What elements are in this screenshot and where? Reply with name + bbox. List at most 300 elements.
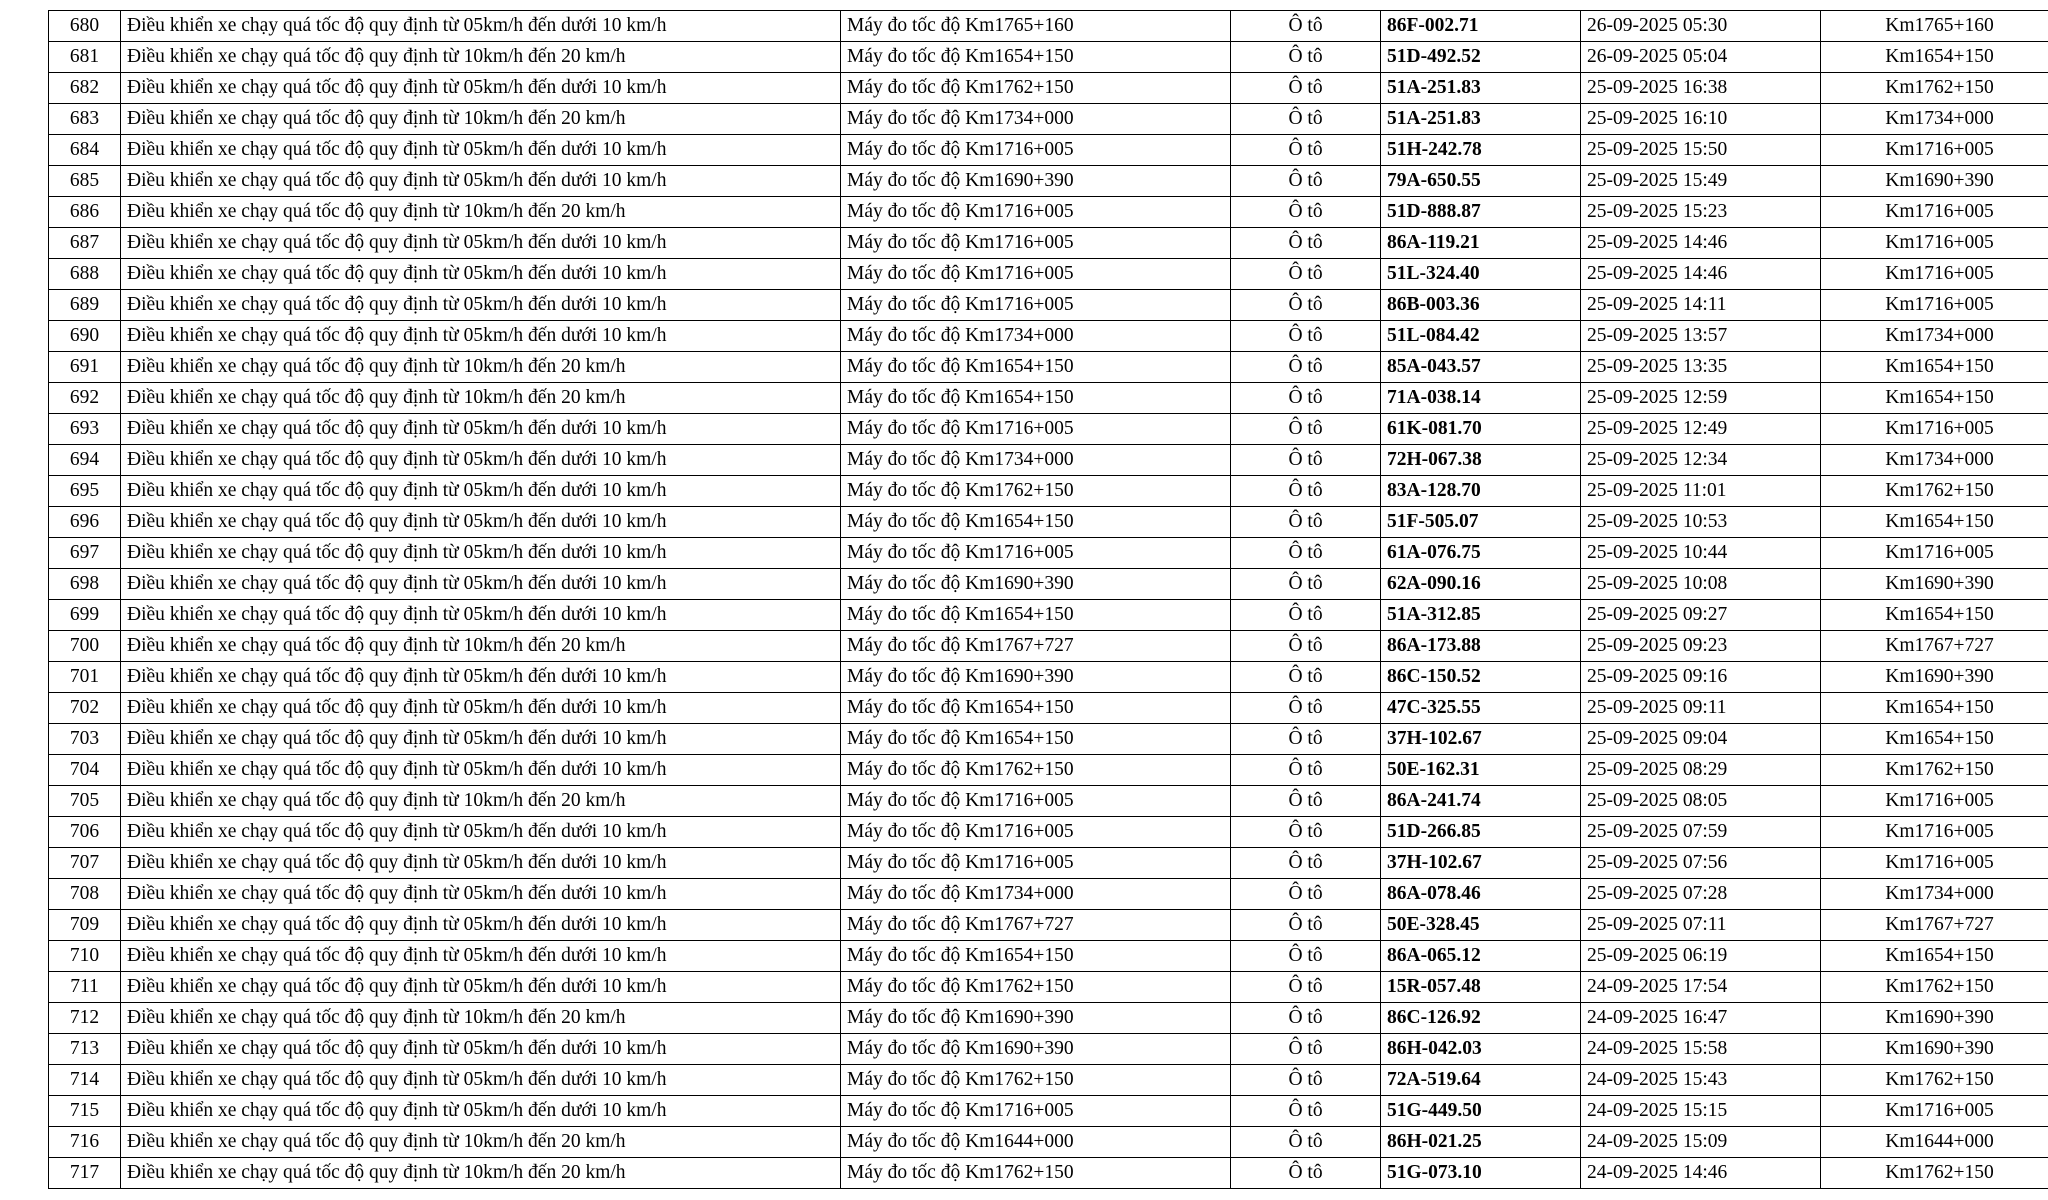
row-violation-description: Điều khiển xe chạy quá tốc độ quy định từ 05km/h đến dưới 10 km/h bbox=[121, 662, 841, 693]
row-vehicle-type: Ô tô bbox=[1231, 879, 1381, 910]
row-device: Máy đo tốc độ Km1716+005 bbox=[841, 290, 1231, 321]
table-row bbox=[49, 1096, 2048, 1127]
row-license-plate: 86H-042.03 bbox=[1381, 1034, 1581, 1065]
table-row bbox=[49, 228, 2048, 259]
row-license-plate: 47C-325.55 bbox=[1381, 693, 1581, 724]
row-device: Máy đo tốc độ Km1716+005 bbox=[841, 414, 1231, 445]
row-timestamp: 25-09-2025 09:27 bbox=[1581, 600, 1821, 631]
row-timestamp: 25-09-2025 15:49 bbox=[1581, 166, 1821, 197]
row-license-plate: 86B-003.36 bbox=[1381, 290, 1581, 321]
row-device: Máy đo tốc độ Km1690+390 bbox=[841, 1003, 1231, 1034]
row-license-plate: 83A-128.70 bbox=[1381, 476, 1581, 507]
table-row bbox=[49, 879, 2048, 910]
row-index: 682 bbox=[49, 73, 121, 104]
row-vehicle-type: Ô tô bbox=[1231, 941, 1381, 972]
table-row bbox=[49, 11, 2048, 42]
row-timestamp: 25-09-2025 09:16 bbox=[1581, 662, 1821, 693]
row-license-plate: 86A-119.21 bbox=[1381, 228, 1581, 259]
row-timestamp: 25-09-2025 08:29 bbox=[1581, 755, 1821, 786]
row-location: Km1654+150 bbox=[1821, 724, 2048, 755]
row-vehicle-type: Ô tô bbox=[1231, 1096, 1381, 1127]
row-index: 711 bbox=[49, 972, 121, 1003]
row-license-plate: 86A-065.12 bbox=[1381, 941, 1581, 972]
row-vehicle-type: Ô tô bbox=[1231, 786, 1381, 817]
row-timestamp: 25-09-2025 09:04 bbox=[1581, 724, 1821, 755]
row-location: Km1762+150 bbox=[1821, 73, 2048, 104]
row-vehicle-type: Ô tô bbox=[1231, 445, 1381, 476]
table-row bbox=[49, 445, 2048, 476]
row-location: Km1716+005 bbox=[1821, 259, 2048, 290]
row-timestamp: 25-09-2025 13:35 bbox=[1581, 352, 1821, 383]
row-timestamp: 25-09-2025 07:59 bbox=[1581, 817, 1821, 848]
table-row bbox=[49, 476, 2048, 507]
table-row bbox=[49, 197, 2048, 228]
row-index: 692 bbox=[49, 383, 121, 414]
row-device: Máy đo tốc độ Km1762+150 bbox=[841, 755, 1231, 786]
row-location: Km1654+150 bbox=[1821, 383, 2048, 414]
row-device: Máy đo tốc độ Km1734+000 bbox=[841, 104, 1231, 135]
row-location: Km1734+000 bbox=[1821, 104, 2048, 135]
row-license-plate: 86C-126.92 bbox=[1381, 1003, 1581, 1034]
row-device: Máy đo tốc độ Km1654+150 bbox=[841, 383, 1231, 414]
table-row bbox=[49, 755, 2048, 786]
row-violation-description: Điều khiển xe chạy quá tốc độ quy định từ 05km/h đến dưới 10 km/h bbox=[121, 879, 841, 910]
row-location: Km1762+150 bbox=[1821, 755, 2048, 786]
row-index: 717 bbox=[49, 1158, 121, 1189]
row-license-plate: 51F-505.07 bbox=[1381, 507, 1581, 538]
row-index: 697 bbox=[49, 538, 121, 569]
row-location: Km1716+005 bbox=[1821, 135, 2048, 166]
row-device: Máy đo tốc độ Km1654+150 bbox=[841, 352, 1231, 383]
row-device: Máy đo tốc độ Km1767+727 bbox=[841, 910, 1231, 941]
row-device: Máy đo tốc độ Km1716+005 bbox=[841, 848, 1231, 879]
row-location: Km1654+150 bbox=[1821, 941, 2048, 972]
row-timestamp: 26-09-2025 05:04 bbox=[1581, 42, 1821, 73]
row-vehicle-type: Ô tô bbox=[1231, 476, 1381, 507]
row-timestamp: 25-09-2025 11:01 bbox=[1581, 476, 1821, 507]
row-license-plate: 71A-038.14 bbox=[1381, 383, 1581, 414]
row-timestamp: 25-09-2025 09:23 bbox=[1581, 631, 1821, 662]
row-violation-description: Điều khiển xe chạy quá tốc độ quy định từ 05km/h đến dưới 10 km/h bbox=[121, 290, 841, 321]
row-violation-description: Điều khiển xe chạy quá tốc độ quy định từ 05km/h đến dưới 10 km/h bbox=[121, 135, 841, 166]
row-violation-description: Điều khiển xe chạy quá tốc độ quy định từ 05km/h đến dưới 10 km/h bbox=[121, 693, 841, 724]
row-violation-description: Điều khiển xe chạy quá tốc độ quy định từ 10km/h đến 20 km/h bbox=[121, 786, 841, 817]
row-location: Km1734+000 bbox=[1821, 321, 2048, 352]
row-license-plate: 86H-021.25 bbox=[1381, 1127, 1581, 1158]
row-vehicle-type: Ô tô bbox=[1231, 414, 1381, 445]
row-index: 694 bbox=[49, 445, 121, 476]
row-location: Km1767+727 bbox=[1821, 910, 2048, 941]
row-index: 684 bbox=[49, 135, 121, 166]
row-location: Km1767+727 bbox=[1821, 631, 2048, 662]
row-license-plate: 72H-067.38 bbox=[1381, 445, 1581, 476]
row-index: 708 bbox=[49, 879, 121, 910]
row-timestamp: 24-09-2025 17:54 bbox=[1581, 972, 1821, 1003]
row-device: Máy đo tốc độ Km1767+727 bbox=[841, 631, 1231, 662]
row-location: Km1716+005 bbox=[1821, 1096, 2048, 1127]
table-row bbox=[49, 693, 2048, 724]
row-vehicle-type: Ô tô bbox=[1231, 135, 1381, 166]
row-timestamp: 24-09-2025 14:46 bbox=[1581, 1158, 1821, 1189]
table-row bbox=[49, 1158, 2048, 1189]
row-timestamp: 25-09-2025 14:46 bbox=[1581, 259, 1821, 290]
row-license-plate: 51L-324.40 bbox=[1381, 259, 1581, 290]
row-device: Máy đo tốc độ Km1644+000 bbox=[841, 1127, 1231, 1158]
table-row bbox=[49, 1003, 2048, 1034]
table-row bbox=[49, 786, 2048, 817]
row-violation-description: Điều khiển xe chạy quá tốc độ quy định từ 05km/h đến dưới 10 km/h bbox=[121, 259, 841, 290]
row-location: Km1690+390 bbox=[1821, 662, 2048, 693]
row-device: Máy đo tốc độ Km1716+005 bbox=[841, 228, 1231, 259]
row-timestamp: 25-09-2025 14:46 bbox=[1581, 228, 1821, 259]
row-violation-description: Điều khiển xe chạy quá tốc độ quy định từ 10km/h đến 20 km/h bbox=[121, 104, 841, 135]
table-row bbox=[49, 414, 2048, 445]
row-timestamp: 25-09-2025 09:11 bbox=[1581, 693, 1821, 724]
row-violation-description: Điều khiển xe chạy quá tốc độ quy định từ 05km/h đến dưới 10 km/h bbox=[121, 11, 841, 42]
row-device: Máy đo tốc độ Km1690+390 bbox=[841, 166, 1231, 197]
row-violation-description: Điều khiển xe chạy quá tốc độ quy định từ 05km/h đến dưới 10 km/h bbox=[121, 972, 841, 1003]
table-row bbox=[49, 538, 2048, 569]
row-index: 713 bbox=[49, 1034, 121, 1065]
row-device: Máy đo tốc độ Km1690+390 bbox=[841, 662, 1231, 693]
row-license-plate: 51A-312.85 bbox=[1381, 600, 1581, 631]
row-index: 699 bbox=[49, 600, 121, 631]
row-location: Km1716+005 bbox=[1821, 538, 2048, 569]
row-location: Km1716+005 bbox=[1821, 228, 2048, 259]
row-violation-description: Điều khiển xe chạy quá tốc độ quy định từ 10km/h đến 20 km/h bbox=[121, 42, 841, 73]
row-vehicle-type: Ô tô bbox=[1231, 972, 1381, 1003]
row-index: 683 bbox=[49, 104, 121, 135]
row-index: 706 bbox=[49, 817, 121, 848]
row-index: 714 bbox=[49, 1065, 121, 1096]
table-row bbox=[49, 290, 2048, 321]
row-license-plate: 86A-241.74 bbox=[1381, 786, 1581, 817]
row-index: 689 bbox=[49, 290, 121, 321]
row-location: Km1644+000 bbox=[1821, 1127, 2048, 1158]
row-timestamp: 25-09-2025 12:49 bbox=[1581, 414, 1821, 445]
row-violation-description: Điều khiển xe chạy quá tốc độ quy định từ 10km/h đến 20 km/h bbox=[121, 197, 841, 228]
table-row bbox=[49, 662, 2048, 693]
row-violation-description: Điều khiển xe chạy quá tốc độ quy định từ 05km/h đến dưới 10 km/h bbox=[121, 414, 841, 445]
row-vehicle-type: Ô tô bbox=[1231, 228, 1381, 259]
row-index: 705 bbox=[49, 786, 121, 817]
row-location: Km1716+005 bbox=[1821, 290, 2048, 321]
row-violation-description: Điều khiển xe chạy quá tốc độ quy định từ 10km/h đến 20 km/h bbox=[121, 1158, 841, 1189]
row-license-plate: 86C-150.52 bbox=[1381, 662, 1581, 693]
row-license-plate: 61A-076.75 bbox=[1381, 538, 1581, 569]
table-row bbox=[49, 724, 2048, 755]
violations-table-body bbox=[49, 11, 2048, 1189]
row-vehicle-type: Ô tô bbox=[1231, 569, 1381, 600]
table-row bbox=[49, 104, 2048, 135]
row-violation-description: Điều khiển xe chạy quá tốc độ quy định từ 05km/h đến dưới 10 km/h bbox=[121, 724, 841, 755]
row-license-plate: 50E-162.31 bbox=[1381, 755, 1581, 786]
row-device: Máy đo tốc độ Km1690+390 bbox=[841, 569, 1231, 600]
row-license-plate: 86A-078.46 bbox=[1381, 879, 1581, 910]
row-timestamp: 25-09-2025 12:59 bbox=[1581, 383, 1821, 414]
row-location: Km1654+150 bbox=[1821, 352, 2048, 383]
row-device: Máy đo tốc độ Km1654+150 bbox=[841, 693, 1231, 724]
row-location: Km1690+390 bbox=[1821, 1003, 2048, 1034]
row-timestamp: 25-09-2025 07:56 bbox=[1581, 848, 1821, 879]
row-device: Máy đo tốc độ Km1734+000 bbox=[841, 445, 1231, 476]
row-violation-description: Điều khiển xe chạy quá tốc độ quy định từ 05km/h đến dưới 10 km/h bbox=[121, 910, 841, 941]
row-license-plate: 37H-102.67 bbox=[1381, 724, 1581, 755]
row-vehicle-type: Ô tô bbox=[1231, 910, 1381, 941]
row-vehicle-type: Ô tô bbox=[1231, 538, 1381, 569]
row-location: Km1690+390 bbox=[1821, 1034, 2048, 1065]
row-violation-description: Điều khiển xe chạy quá tốc độ quy định từ 05km/h đến dưới 10 km/h bbox=[121, 476, 841, 507]
row-device: Máy đo tốc độ Km1716+005 bbox=[841, 786, 1231, 817]
row-index: 704 bbox=[49, 755, 121, 786]
row-vehicle-type: Ô tô bbox=[1231, 383, 1381, 414]
row-index: 690 bbox=[49, 321, 121, 352]
row-timestamp: 25-09-2025 14:11 bbox=[1581, 290, 1821, 321]
row-index: 687 bbox=[49, 228, 121, 259]
row-violation-description: Điều khiển xe chạy quá tốc độ quy định từ 05km/h đến dưới 10 km/h bbox=[121, 1065, 841, 1096]
row-timestamp: 25-09-2025 08:05 bbox=[1581, 786, 1821, 817]
table-row bbox=[49, 321, 2048, 352]
row-location: Km1716+005 bbox=[1821, 817, 2048, 848]
row-license-plate: 50E-328.45 bbox=[1381, 910, 1581, 941]
row-location: Km1716+005 bbox=[1821, 848, 2048, 879]
row-timestamp: 25-09-2025 15:50 bbox=[1581, 135, 1821, 166]
table-row bbox=[49, 631, 2048, 662]
row-location: Km1690+390 bbox=[1821, 569, 2048, 600]
table-row bbox=[49, 600, 2048, 631]
row-vehicle-type: Ô tô bbox=[1231, 166, 1381, 197]
row-timestamp: 24-09-2025 15:43 bbox=[1581, 1065, 1821, 1096]
row-device: Máy đo tốc độ Km1654+150 bbox=[841, 42, 1231, 73]
row-license-plate: 85A-043.57 bbox=[1381, 352, 1581, 383]
row-timestamp: 24-09-2025 15:09 bbox=[1581, 1127, 1821, 1158]
row-vehicle-type: Ô tô bbox=[1231, 259, 1381, 290]
violations-table bbox=[48, 10, 2048, 1189]
row-timestamp: 25-09-2025 10:08 bbox=[1581, 569, 1821, 600]
table-row bbox=[49, 910, 2048, 941]
row-timestamp: 25-09-2025 15:23 bbox=[1581, 197, 1821, 228]
row-vehicle-type: Ô tô bbox=[1231, 104, 1381, 135]
row-violation-description: Điều khiển xe chạy quá tốc độ quy định từ 05km/h đến dưới 10 km/h bbox=[121, 569, 841, 600]
row-device: Máy đo tốc độ Km1734+000 bbox=[841, 321, 1231, 352]
row-location: Km1762+150 bbox=[1821, 476, 2048, 507]
row-license-plate: 86F-002.71 bbox=[1381, 11, 1581, 42]
row-violation-description: Điều khiển xe chạy quá tốc độ quy định từ 05km/h đến dưới 10 km/h bbox=[121, 166, 841, 197]
row-index: 715 bbox=[49, 1096, 121, 1127]
row-vehicle-type: Ô tô bbox=[1231, 724, 1381, 755]
row-device: Máy đo tốc độ Km1690+390 bbox=[841, 1034, 1231, 1065]
table-row bbox=[49, 166, 2048, 197]
row-vehicle-type: Ô tô bbox=[1231, 600, 1381, 631]
row-location: Km1734+000 bbox=[1821, 445, 2048, 476]
row-device: Máy đo tốc độ Km1762+150 bbox=[841, 1065, 1231, 1096]
row-vehicle-type: Ô tô bbox=[1231, 693, 1381, 724]
row-location: Km1716+005 bbox=[1821, 414, 2048, 445]
row-device: Máy đo tốc độ Km1654+150 bbox=[841, 600, 1231, 631]
row-violation-description: Điều khiển xe chạy quá tốc độ quy định từ 05km/h đến dưới 10 km/h bbox=[121, 848, 841, 879]
table-row bbox=[49, 135, 2048, 166]
row-violation-description: Điều khiển xe chạy quá tốc độ quy định từ 05km/h đến dưới 10 km/h bbox=[121, 538, 841, 569]
row-timestamp: 25-09-2025 10:44 bbox=[1581, 538, 1821, 569]
table-row bbox=[49, 1127, 2048, 1158]
row-violation-description: Điều khiển xe chạy quá tốc độ quy định từ 10km/h đến 20 km/h bbox=[121, 631, 841, 662]
row-location: Km1762+150 bbox=[1821, 972, 2048, 1003]
row-vehicle-type: Ô tô bbox=[1231, 817, 1381, 848]
row-index: 688 bbox=[49, 259, 121, 290]
row-license-plate: 72A-519.64 bbox=[1381, 1065, 1581, 1096]
table-row bbox=[49, 352, 2048, 383]
row-index: 710 bbox=[49, 941, 121, 972]
row-location: Km1762+150 bbox=[1821, 1065, 2048, 1096]
row-license-plate: 61K-081.70 bbox=[1381, 414, 1581, 445]
row-timestamp: 25-09-2025 16:38 bbox=[1581, 73, 1821, 104]
row-vehicle-type: Ô tô bbox=[1231, 1034, 1381, 1065]
row-violation-description: Điều khiển xe chạy quá tốc độ quy định từ 05km/h đến dưới 10 km/h bbox=[121, 445, 841, 476]
table-row bbox=[49, 848, 2048, 879]
row-index: 693 bbox=[49, 414, 121, 445]
row-timestamp: 26-09-2025 05:30 bbox=[1581, 11, 1821, 42]
row-violation-description: Điều khiển xe chạy quá tốc độ quy định từ 05km/h đến dưới 10 km/h bbox=[121, 228, 841, 259]
row-location: Km1654+150 bbox=[1821, 600, 2048, 631]
row-device: Máy đo tốc độ Km1762+150 bbox=[841, 476, 1231, 507]
row-violation-description: Điều khiển xe chạy quá tốc độ quy định từ 05km/h đến dưới 10 km/h bbox=[121, 73, 841, 104]
table-row bbox=[49, 972, 2048, 1003]
row-vehicle-type: Ô tô bbox=[1231, 197, 1381, 228]
row-violation-description: Điều khiển xe chạy quá tốc độ quy định từ 10km/h đến 20 km/h bbox=[121, 352, 841, 383]
table-row bbox=[49, 259, 2048, 290]
row-vehicle-type: Ô tô bbox=[1231, 290, 1381, 321]
row-device: Máy đo tốc độ Km1716+005 bbox=[841, 538, 1231, 569]
row-license-plate: 51G-449.50 bbox=[1381, 1096, 1581, 1127]
row-timestamp: 25-09-2025 13:57 bbox=[1581, 321, 1821, 352]
table-row bbox=[49, 1034, 2048, 1065]
row-index: 712 bbox=[49, 1003, 121, 1034]
row-vehicle-type: Ô tô bbox=[1231, 1127, 1381, 1158]
row-index: 703 bbox=[49, 724, 121, 755]
row-violation-description: Điều khiển xe chạy quá tốc độ quy định từ 05km/h đến dưới 10 km/h bbox=[121, 1034, 841, 1065]
row-index: 696 bbox=[49, 507, 121, 538]
row-vehicle-type: Ô tô bbox=[1231, 507, 1381, 538]
row-license-plate: 79A-650.55 bbox=[1381, 166, 1581, 197]
row-timestamp: 24-09-2025 15:58 bbox=[1581, 1034, 1821, 1065]
row-device: Máy đo tốc độ Km1654+150 bbox=[841, 507, 1231, 538]
row-device: Máy đo tốc độ Km1762+150 bbox=[841, 1158, 1231, 1189]
row-timestamp: 25-09-2025 07:11 bbox=[1581, 910, 1821, 941]
row-violation-description: Điều khiển xe chạy quá tốc độ quy định từ 10km/h đến 20 km/h bbox=[121, 383, 841, 414]
table-row bbox=[49, 1065, 2048, 1096]
row-timestamp: 25-09-2025 06:19 bbox=[1581, 941, 1821, 972]
table-row bbox=[49, 383, 2048, 414]
row-license-plate: 51G-073.10 bbox=[1381, 1158, 1581, 1189]
row-timestamp: 25-09-2025 10:53 bbox=[1581, 507, 1821, 538]
row-license-plate: 51D-266.85 bbox=[1381, 817, 1581, 848]
row-timestamp: 25-09-2025 16:10 bbox=[1581, 104, 1821, 135]
row-index: 695 bbox=[49, 476, 121, 507]
row-timestamp: 25-09-2025 12:34 bbox=[1581, 445, 1821, 476]
row-location: Km1716+005 bbox=[1821, 197, 2048, 228]
row-vehicle-type: Ô tô bbox=[1231, 352, 1381, 383]
row-device: Máy đo tốc độ Km1734+000 bbox=[841, 879, 1231, 910]
table-row bbox=[49, 941, 2048, 972]
row-violation-description: Điều khiển xe chạy quá tốc độ quy định từ 05km/h đến dưới 10 km/h bbox=[121, 507, 841, 538]
row-index: 716 bbox=[49, 1127, 121, 1158]
row-license-plate: 51A-251.83 bbox=[1381, 73, 1581, 104]
row-location: Km1654+150 bbox=[1821, 507, 2048, 538]
row-vehicle-type: Ô tô bbox=[1231, 1003, 1381, 1034]
row-location: Km1690+390 bbox=[1821, 166, 2048, 197]
table-row bbox=[49, 569, 2048, 600]
row-vehicle-type: Ô tô bbox=[1231, 11, 1381, 42]
row-vehicle-type: Ô tô bbox=[1231, 321, 1381, 352]
row-vehicle-type: Ô tô bbox=[1231, 1158, 1381, 1189]
row-index: 698 bbox=[49, 569, 121, 600]
row-index: 691 bbox=[49, 352, 121, 383]
row-device: Máy đo tốc độ Km1716+005 bbox=[841, 1096, 1231, 1127]
row-index: 686 bbox=[49, 197, 121, 228]
row-index: 709 bbox=[49, 910, 121, 941]
row-device: Máy đo tốc độ Km1654+150 bbox=[841, 724, 1231, 755]
row-vehicle-type: Ô tô bbox=[1231, 662, 1381, 693]
row-vehicle-type: Ô tô bbox=[1231, 1065, 1381, 1096]
row-location: Km1762+150 bbox=[1821, 1158, 2048, 1189]
row-license-plate: 86A-173.88 bbox=[1381, 631, 1581, 662]
row-violation-description: Điều khiển xe chạy quá tốc độ quy định từ 05km/h đến dưới 10 km/h bbox=[121, 321, 841, 352]
row-timestamp: 24-09-2025 16:47 bbox=[1581, 1003, 1821, 1034]
row-license-plate: 51D-888.87 bbox=[1381, 197, 1581, 228]
row-index: 681 bbox=[49, 42, 121, 73]
row-index: 700 bbox=[49, 631, 121, 662]
table-row bbox=[49, 817, 2048, 848]
row-violation-description: Điều khiển xe chạy quá tốc độ quy định từ 10km/h đến 20 km/h bbox=[121, 1127, 841, 1158]
row-license-plate: 51L-084.42 bbox=[1381, 321, 1581, 352]
row-index: 701 bbox=[49, 662, 121, 693]
row-license-plate: 51A-251.83 bbox=[1381, 104, 1581, 135]
row-violation-description: Điều khiển xe chạy quá tốc độ quy định từ 05km/h đến dưới 10 km/h bbox=[121, 600, 841, 631]
row-violation-description: Điều khiển xe chạy quá tốc độ quy định từ 05km/h đến dưới 10 km/h bbox=[121, 1096, 841, 1127]
row-device: Máy đo tốc độ Km1716+005 bbox=[841, 817, 1231, 848]
row-vehicle-type: Ô tô bbox=[1231, 73, 1381, 104]
row-location: Km1765+160 bbox=[1821, 11, 2048, 42]
table-row bbox=[49, 42, 2048, 73]
row-location: Km1716+005 bbox=[1821, 786, 2048, 817]
row-vehicle-type: Ô tô bbox=[1231, 42, 1381, 73]
row-license-plate: 37H-102.67 bbox=[1381, 848, 1581, 879]
row-timestamp: 24-09-2025 15:15 bbox=[1581, 1096, 1821, 1127]
table-row bbox=[49, 507, 2048, 538]
row-license-plate: 15R-057.48 bbox=[1381, 972, 1581, 1003]
row-index: 685 bbox=[49, 166, 121, 197]
row-device: Máy đo tốc độ Km1716+005 bbox=[841, 197, 1231, 228]
row-device: Máy đo tốc độ Km1716+005 bbox=[841, 135, 1231, 166]
row-device: Máy đo tốc độ Km1716+005 bbox=[841, 259, 1231, 290]
row-vehicle-type: Ô tô bbox=[1231, 755, 1381, 786]
row-license-plate: 62A-090.16 bbox=[1381, 569, 1581, 600]
row-location: Km1734+000 bbox=[1821, 879, 2048, 910]
row-violation-description: Điều khiển xe chạy quá tốc độ quy định từ 05km/h đến dưới 10 km/h bbox=[121, 755, 841, 786]
row-vehicle-type: Ô tô bbox=[1231, 848, 1381, 879]
row-index: 707 bbox=[49, 848, 121, 879]
row-violation-description: Điều khiển xe chạy quá tốc độ quy định từ 10km/h đến 20 km/h bbox=[121, 1003, 841, 1034]
row-violation-description: Điều khiển xe chạy quá tốc độ quy định từ 05km/h đến dưới 10 km/h bbox=[121, 941, 841, 972]
row-index: 680 bbox=[49, 11, 121, 42]
row-location: Km1654+150 bbox=[1821, 693, 2048, 724]
row-timestamp: 25-09-2025 07:28 bbox=[1581, 879, 1821, 910]
row-index: 702 bbox=[49, 693, 121, 724]
row-license-plate: 51H-242.78 bbox=[1381, 135, 1581, 166]
table-row bbox=[49, 73, 2048, 104]
row-device: Máy đo tốc độ Km1654+150 bbox=[841, 941, 1231, 972]
row-violation-description: Điều khiển xe chạy quá tốc độ quy định từ 05km/h đến dưới 10 km/h bbox=[121, 817, 841, 848]
